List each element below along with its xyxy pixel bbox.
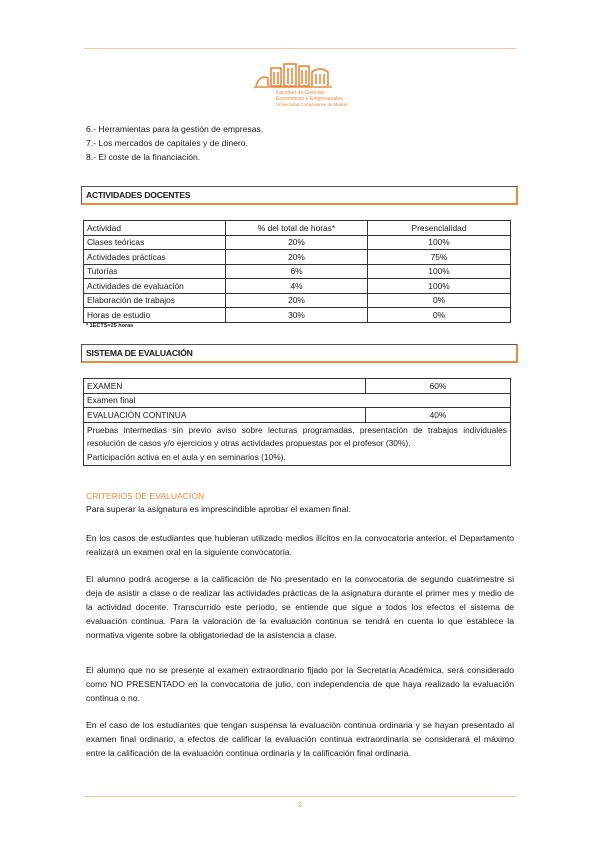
- activities-table: [83, 220, 511, 323]
- header-cell: Actividad: [84, 221, 226, 236]
- topic-list: [86, 122, 506, 164]
- header-cell: Presencialidad: [368, 221, 511, 236]
- activity-cell: Horas de estudio: [84, 308, 226, 323]
- continuous-label: EVALUACIÓN CONTINUA: [84, 408, 366, 423]
- table-row: [84, 235, 511, 250]
- list-item: 7.- Los mercados de capitales y de dinero.: [86, 138, 248, 148]
- activity-cell: Clases teóricas: [84, 235, 226, 250]
- presence-cell: 100%: [368, 264, 511, 279]
- criteria-paragraph: El alumno podrá acogerse a la calificación de No presentado en la convocatoria de segundo cuatrimestre si deja de asistir a clase o de realizar las actividades prácticas de la asignatura durante el primer mes y medio de la actividad docente. Transcurrido este periodo, se entiende que sigue a todos los efectos el sistema de evaluación continua. Para la valoración de la evaluación continua se tendrá en cuenta lo que establece la normativa vigente sobre la obligatoriedad de la asistencia a clase.: [86, 574, 514, 640]
- table-row: [84, 393, 511, 408]
- logo-line-1: Facultad de Ciencias: [276, 90, 325, 96]
- table-row: [84, 264, 511, 279]
- faculty-logo: [254, 60, 348, 106]
- list-item: 8.- El coste de la financiación.: [86, 152, 201, 162]
- activity-cell: Tutorías: [84, 264, 226, 279]
- continuous-description: [84, 422, 511, 466]
- activity-cell: Elaboración de trabajos: [84, 293, 226, 308]
- hours-cell: 6%: [226, 264, 368, 279]
- building-logo-icon: [254, 60, 348, 90]
- continuous-value: 40%: [366, 408, 511, 423]
- participation-text: Participación activa en el aula y en seminarios (10%).: [87, 451, 286, 462]
- page-number: 2: [298, 802, 302, 809]
- table-row: [84, 293, 511, 308]
- hours-cell: 4%: [226, 279, 368, 294]
- table-row: [84, 379, 511, 394]
- table-row: [84, 422, 511, 466]
- table-row: [84, 308, 511, 323]
- presence-cell: 0%: [368, 293, 511, 308]
- continuous-tests-text: Pruebas intermedias sin previo aviso sobre lecturas programadas, presentación de trabajos individuales resolución de casos y/o ejercicios y otras actividades propuestas por el profesor (30%).: [87, 424, 507, 448]
- hours-cell: 20%: [226, 250, 368, 265]
- ects-note: * 1ECTS=25 horas: [86, 323, 134, 329]
- hours-cell: 20%: [226, 293, 368, 308]
- table-row: [84, 279, 511, 294]
- footer-rule: [84, 796, 516, 797]
- header-rule: [84, 48, 516, 49]
- hours-cell: 30%: [226, 308, 368, 323]
- exam-label: EXAMEN: [84, 379, 366, 394]
- criteria-paragraph: Para superar la asignatura es imprescindible aprobar el examen final.: [86, 504, 351, 514]
- section-title-activities: ACTIVIDADES DOCENTES: [81, 186, 518, 205]
- table-header-row: [84, 221, 511, 236]
- table-row: [84, 250, 511, 265]
- table-row: [84, 408, 511, 423]
- activity-cell: Actividades de evaluación: [84, 279, 226, 294]
- criteria-paragraph: En los casos de estudiantes que hubieran utilizado medios ilícitos en la convocatoria anterior, el Departamento realizará un examen oral en la siguiente convocatoria.: [86, 533, 514, 557]
- evaluation-table: [83, 378, 511, 466]
- logo-line-3: Universidad Complutense de Madrid: [276, 102, 348, 107]
- presence-cell: 100%: [368, 279, 511, 294]
- criteria-paragraph: En el caso de los estudiantes que tengan suspensa la evaluación continua ordinaria y se hayan presentado al examen final ordinario, a efectos de calificar la evaluación continua extraordinaria se considerará el máximo entre la calificación de la evaluación continua ordinaria y la calificación final ordinaria.: [86, 720, 514, 758]
- section-title-evaluation: SISTEMA DE EVALUACIÓN: [81, 344, 518, 363]
- header-cell: % del total de horas*: [226, 221, 368, 236]
- logo-line-2: Económicas y Empresariales: [276, 96, 343, 102]
- exam-value: 60%: [366, 379, 511, 394]
- presence-cell: 0%: [368, 308, 511, 323]
- final-exam-label: Examen final: [84, 393, 511, 408]
- criteria-heading: CRITERIOS DE EVALUACIÓN: [86, 491, 205, 501]
- criteria-paragraph: El alumno que no se presente al examen extraordinario fijado por la Secretaría Académica, será considerado como NO PRESENTADO en la convocatoria de julio, con independencia de que haya realizado la evaluación continua o no.: [86, 665, 514, 703]
- hours-cell: 20%: [226, 235, 368, 250]
- presence-cell: 75%: [368, 250, 511, 265]
- presence-cell: 100%: [368, 235, 511, 250]
- activity-cell: Actividades prácticas: [84, 250, 226, 265]
- list-item: 6.- Herramientas para la gestión de empresas.: [86, 124, 264, 134]
